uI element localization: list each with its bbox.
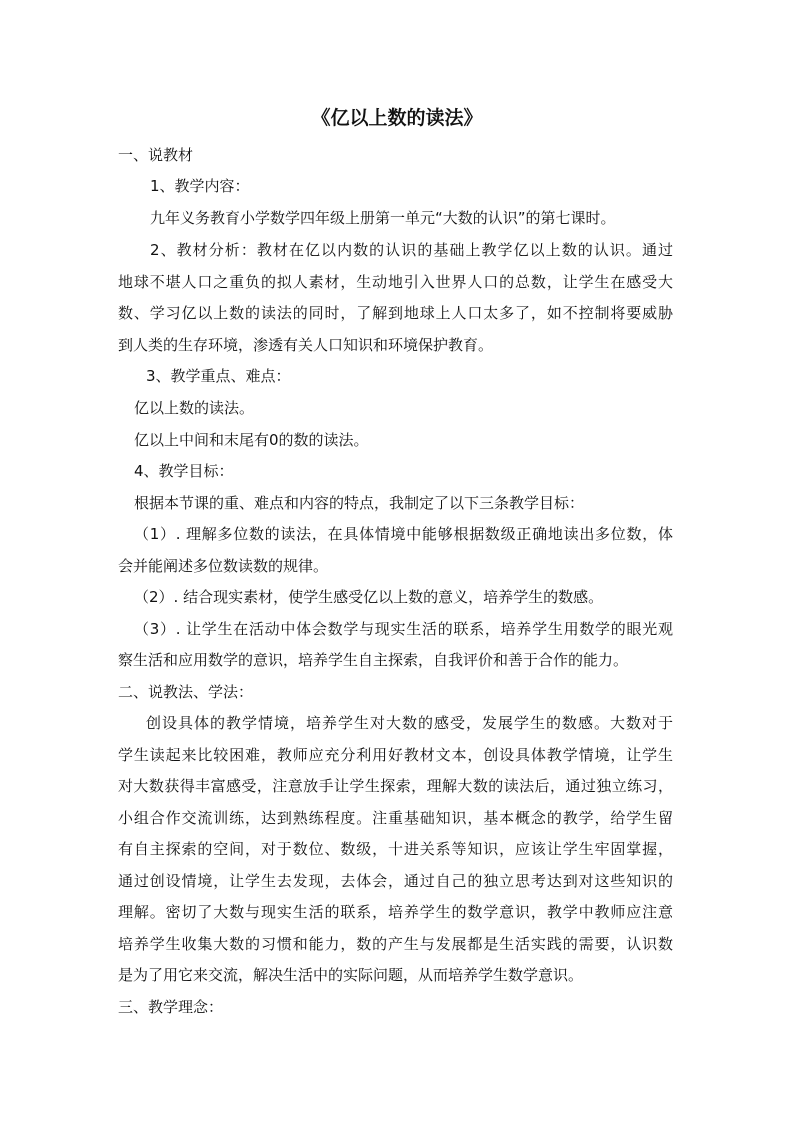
paragraph-line: 根据本节课的重、难点和内容的特点，我制定了以下三条教学目标：: [134, 494, 585, 512]
section-heading-3: 三、教学理念：: [118, 998, 224, 1016]
subheading-key-points: 3、教学重点、难点：: [146, 367, 291, 385]
subheading-objectives: 4、教学目标：: [134, 462, 234, 480]
section-heading-2: 二、说教法、学法：: [118, 683, 254, 701]
objective-line: （2）. 结合现实素材，使学生感受亿以上数的意义，培养学生的数感。: [134, 588, 604, 606]
objective-line: （3）. 让学生在活动中体会数学与现实生活的联系，培养学生用数学的眼光观: [134, 620, 673, 638]
subheading-content: 1、教学内容：: [150, 177, 250, 195]
paragraph-line: 有自主探索的空间，对于数位、数级，十进关系等知识，应该让学生牢固掌握，: [118, 840, 673, 858]
paragraph-line: 亿以上中间和末尾有0的数的读法。: [134, 431, 369, 449]
paragraph-line: 2、教材分析：教材在亿以内数的认识的基础上教学亿以上数的认识。通过: [150, 241, 673, 259]
paragraph-line: 创设具体的教学情境，培养学生对大数的感受，发展学生的数感。大数对于: [146, 714, 673, 732]
objective-line: 会并能阐述多位数读数的规律。: [118, 557, 329, 575]
objective-line: （1）. 理解多位数的读法，在具体情境中能够根据数级正确地读出多位数，体: [134, 525, 673, 543]
paragraph-line: 培养学生收集大数的习惯和能力，数的产生与发展都是生活实践的需要，认识数: [118, 935, 673, 953]
paragraph-line: 九年义务教育小学数学四年级上册第一单元“大数的认识”的第七课时。: [150, 209, 616, 227]
objective-line: 察生活和应用数学的意识，培养学生自主探索，自我评价和善于合作的能力。: [118, 651, 629, 669]
paragraph-line: 学生读起来比较困难，教师应充分利用好教材文本，创设具体教学情境，让学生: [118, 746, 673, 764]
paragraph-line: 小组合作交流训练，达到熟练程度。注重基础知识，基本概念的教学，给学生留: [118, 809, 673, 827]
paragraph-line: 理解。密切了大数与现实生活的联系，培养学生的数学意识，教学中教师应注意: [118, 903, 673, 921]
section-heading-1: 一、说教材: [118, 146, 194, 164]
paragraph-line: 到人类的生存环境，渗透有关人口知识和环境保护教育。: [118, 336, 494, 354]
paragraph-line: 对大数获得丰富感受，注意放手让学生探索，理解大数的读法后，通过独立练习，: [118, 777, 673, 795]
document-title: 《亿以上数的读法》: [311, 107, 483, 129]
paragraph-line: 数、学习亿以上数的读法的同时，了解到地球上人口太多了，如不控制将要威胁: [118, 304, 673, 322]
paragraph-line: 是为了用它来交流，解决生活中的实际问题，从而培养学生数学意识。: [118, 966, 584, 984]
paragraph-line: 通过创设情境，让学生去发现，去体会，通过自己的独立思考达到对这些知识的: [118, 872, 673, 890]
paragraph-line: 亿以上数的读法。: [134, 399, 255, 417]
paragraph-line: 地球不堪人口之重负的拟人素材，生动地引入世界人口的总数，让学生在感受大: [118, 273, 673, 291]
